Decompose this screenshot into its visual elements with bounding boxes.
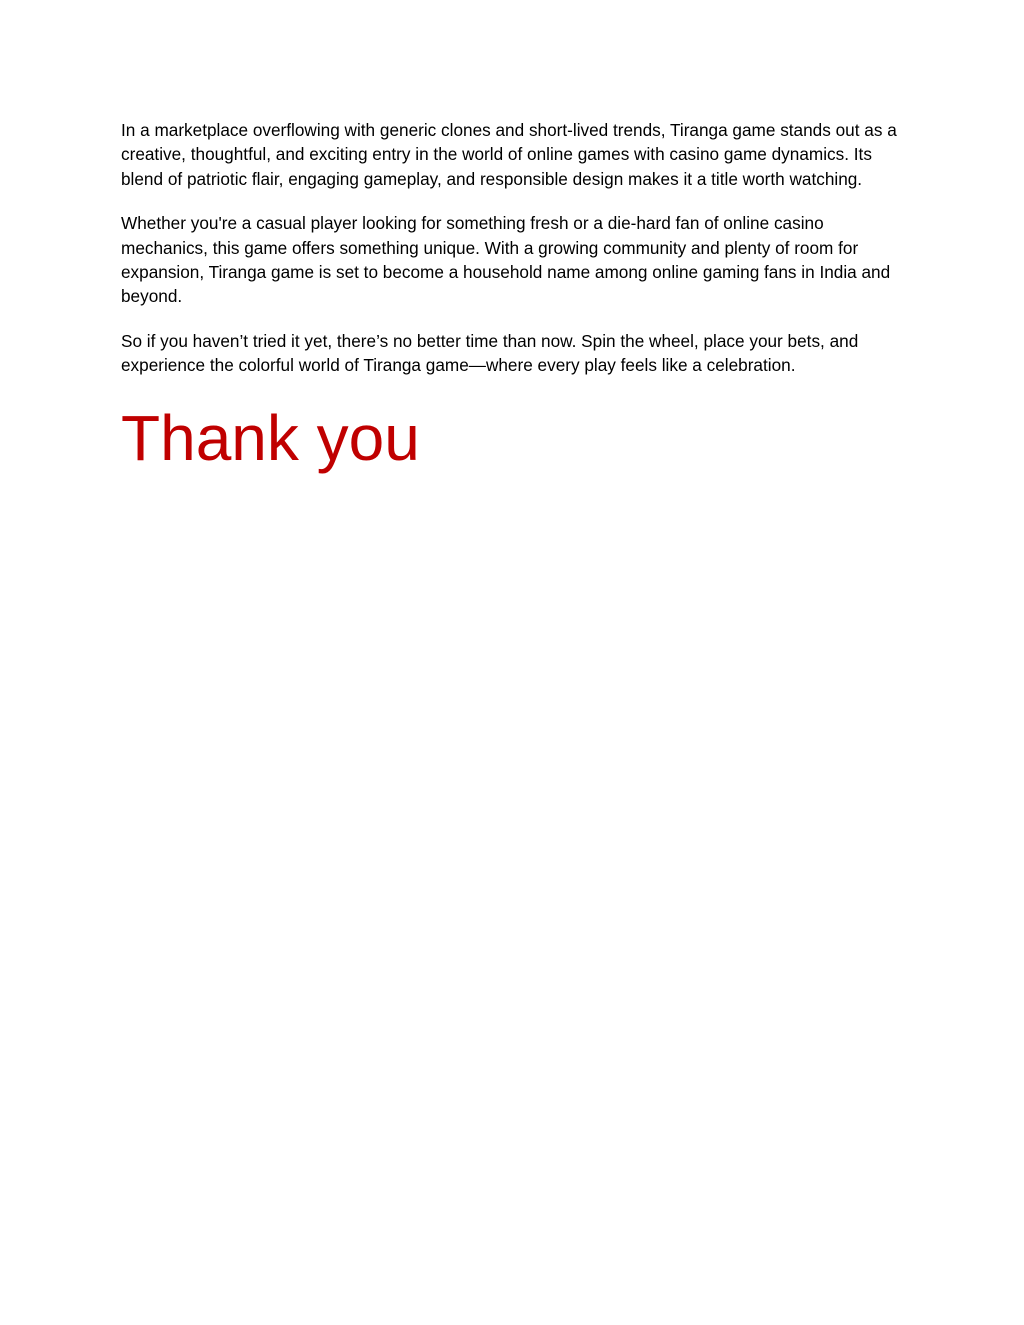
paragraph-audience: Whether you're a casual player looking for something fresh or a die-hard fan of online casino mechanics, this game offers something unique. With a growing community and plenty of room for expansion, Tiranga game is set to become a household name among online gaming fans in India and beyond. — [121, 213, 891, 307]
paragraph-call-to-action: So if you haven’t tried it yet, there’s no better time than now. Spin the wheel, place your bets, and experience the colorful world of Tiranga game—where every play feels like a celebration. — [121, 330, 859, 376]
paragraph-conclusion: In a marketplace overflowing with generic clones and short-lived trends, Tiranga game stands out as a creative, thoughtful, and exciting entry in the world of online games with casino game dynamics. Its blend of patriotic flair, engaging gameplay, and responsible design makes it a title worth watching. — [121, 120, 897, 189]
document-page — [121, 118, 901, 478]
closing-heading: Thank you — [121, 401, 420, 474]
